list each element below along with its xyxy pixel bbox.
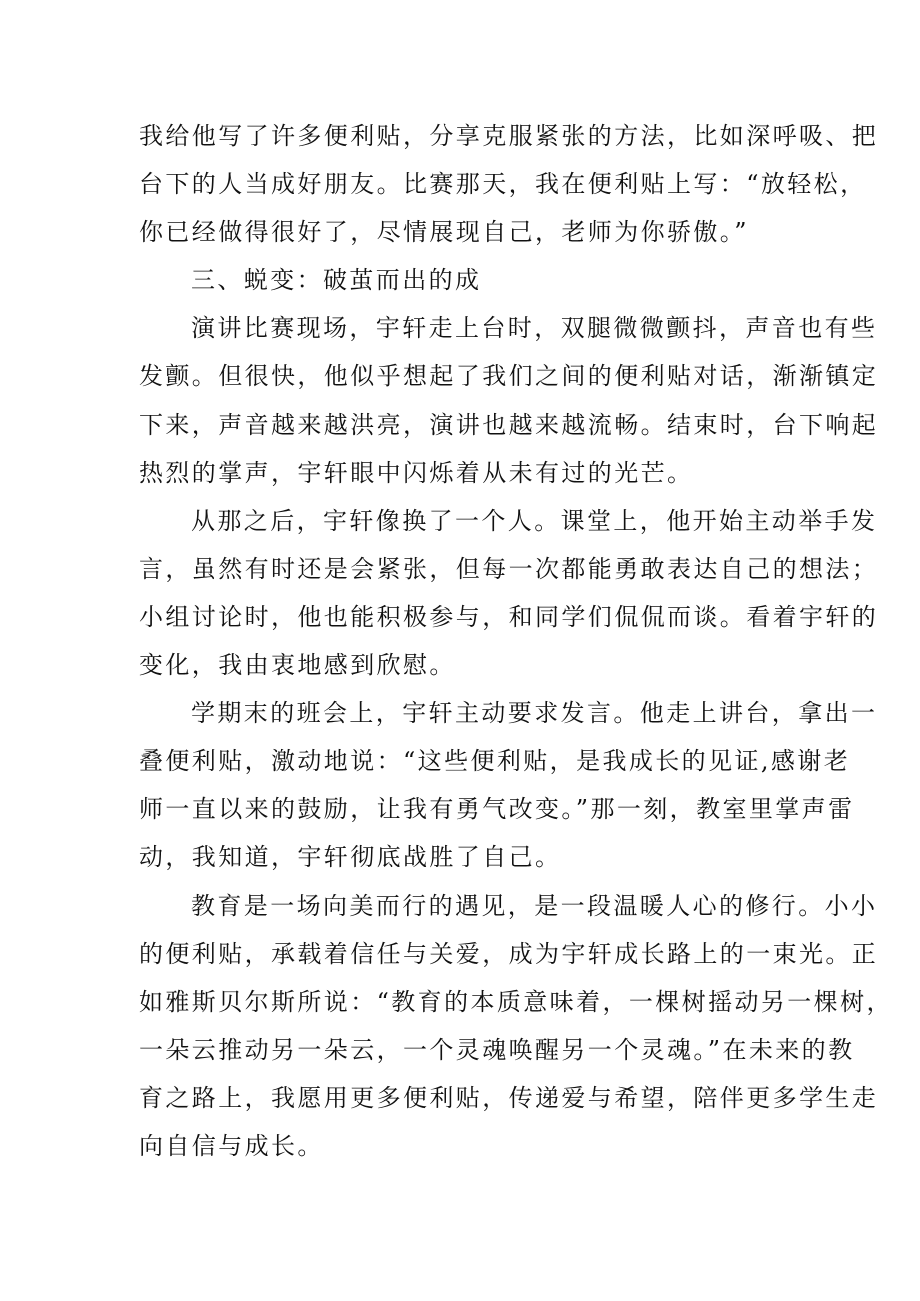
paragraph-line: 如雅斯贝尔斯所说：“教育的本质意味着，一棵树摇动另一棵树， [139,987,893,1016]
paragraph-line: 教育是一场向美而行的遇见，是一段温暖人心的修行。小小 [191,891,878,920]
paragraph-line: 的便利贴，承载着信任与关爱，成为宇轩成长路上的一束光。正 [139,939,879,968]
section-heading [139,256,789,304]
paragraph-line: 师一直以来的鼓励，让我有勇气改变。”那一刻，教室里掌声雷 [139,795,855,824]
paragraph-conclusion [139,882,893,1171]
paragraph-line: 言，虽然有时还是会紧张，但每一次都能勇敢表达自己的想法； [139,554,879,583]
paragraph-line: 下来，声音越来越洪亮，演讲也越来越流畅。结束时，台下响起 [139,410,879,439]
paragraph-line: 向自信与成长。 [139,1131,324,1160]
paragraph-line: 变化，我由衷地感到欣慰。 [139,651,456,680]
paragraph-line: 演讲比赛现场，宇轩走上台时，双腿微微颤抖，声音也有些 [191,314,878,343]
paragraph-line: 发颤。但很快，他似乎想起了我们之间的便利贴对话，渐渐镇定 [139,362,879,391]
paragraph-line: 从那之后，宇轩像换了一个人。课堂上，他开始主动举手发 [191,506,878,535]
paragraph-class-meeting [139,689,878,881]
paragraph-change [139,497,879,689]
paragraph-line: 学期末的班会上，宇轩主动要求发言。他走上讲台，拿出一 [191,699,878,728]
paragraph-line: 动，我知道，宇轩彻底战胜了自己。 [139,843,562,872]
paragraph-line: 台下的人当成好朋友。比赛那天，我在便利贴上写：“放轻松， [139,170,867,199]
paragraph-line: 你已经做得很好了，尽情展现自己，老师为你骄傲。” [139,218,749,247]
paragraph-sticky-notes [139,112,879,256]
paragraph-line: 我给他写了许多便利贴，分享克服紧张的方法，比如深呼吸、把 [139,122,879,150]
paragraph-competition [139,304,879,496]
paragraph-line: 育之路上，我愿用更多便利贴，传递爱与希望，陪伴更多学生走 [139,1083,879,1112]
paragraph-line: 叠便利贴，激动地说：“这些便利贴，是我成长的见证,感谢老 [139,747,851,776]
paragraph-line: 小组讨论时，他也能积极参与，和同学们侃侃而谈。看着宇轩的 [139,602,879,631]
paragraph-line: 热烈的掌声，宇轩眼中闪烁着从未有过的光芒。 [139,458,694,487]
document-body [139,112,893,1170]
paragraph-line: 一朵云推动另一朵云，一个灵魂唤醒另一个灵魂。”在未来的教 [139,1035,855,1064]
section-heading-text: 三、蜕变：破茧而出的成 [191,266,482,295]
